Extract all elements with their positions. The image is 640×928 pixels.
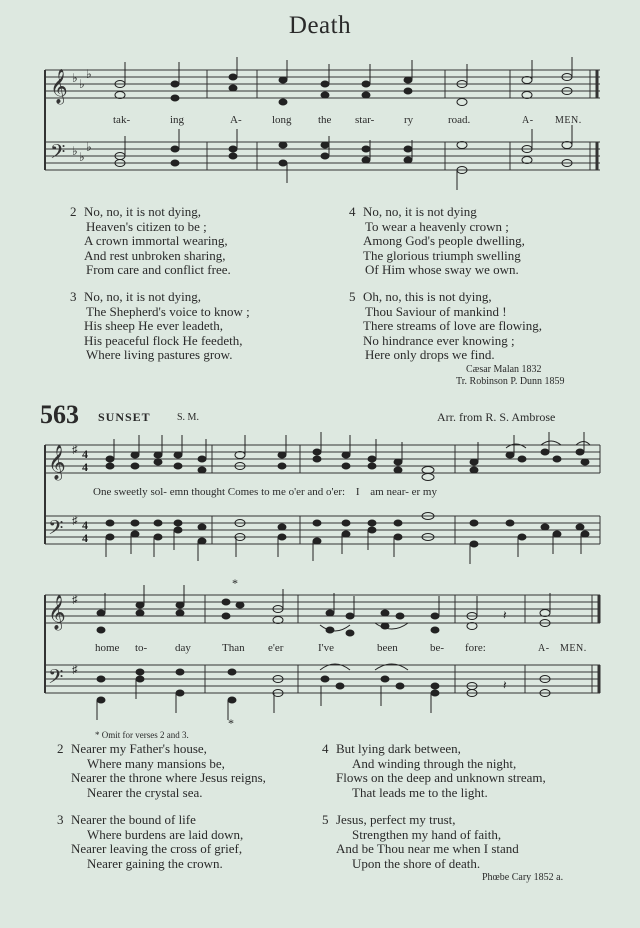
verse-line: To wear a heavenly crown ; — [365, 218, 509, 234]
verse-number: 4 — [349, 204, 356, 219]
hymn2-author: Phœbe Cary 1852 a. — [482, 872, 564, 883]
svg-text:♭: ♭ — [79, 150, 85, 164]
verse-line: Where many mansions be, — [87, 755, 225, 771]
verse-line: Here only drops we find. — [365, 347, 495, 363]
svg-text:*: * — [228, 716, 234, 725]
hymn2-system1-svg — [0, 430, 640, 570]
verse-line: A crown immortal wearing, — [84, 233, 228, 249]
verse-line: But lying dark between, — [336, 741, 461, 756]
lyric-syllable: MEN. — [560, 643, 587, 654]
hymn1-translator: Tr. Robinson P. Dunn 1859 — [456, 376, 565, 387]
svg-text:4: 4 — [82, 518, 88, 532]
lyric-syllable: e'er — [268, 642, 284, 654]
lyric-syllable: home — [95, 642, 120, 654]
lyric-syllable: day — [175, 642, 191, 654]
lyric-syllable: to — [261, 486, 270, 498]
lyric-syllable: Than — [222, 642, 245, 654]
verse-line: His sheep He ever leadeth, — [84, 318, 223, 334]
svg-text:𝄞: 𝄞 — [48, 596, 66, 629]
verse-line: Nearer the bound of life — [71, 812, 196, 827]
svg-text:♭: ♭ — [72, 144, 78, 158]
lyric-syllable: star- — [355, 114, 375, 126]
verse-line: Flows on the deep and unknown stream, — [336, 770, 546, 786]
lyric-syllable: long — [272, 114, 292, 126]
section-title: Death — [288, 12, 352, 39]
lyric-syllable: ry — [404, 114, 414, 126]
lyric-syllable: my — [422, 486, 437, 498]
verse-number: 2 — [70, 204, 77, 219]
hymn2-verse-2 — [57, 742, 266, 800]
svg-text:♯: ♯ — [72, 515, 78, 527]
lyric-syllable: am — [370, 486, 384, 498]
verse-line: Thou Saviour of mankind ! — [365, 303, 507, 319]
lyric-syllable: near- — [386, 486, 409, 498]
lyric-syllable: me — [272, 486, 286, 498]
svg-text:*: * — [232, 576, 238, 590]
verse-line: Where burdens are laid down, — [87, 826, 244, 842]
verse-line: There streams of love are flowing, — [363, 318, 543, 334]
lyric-syllable: I've — [318, 642, 335, 654]
verse-line: That leads me to the light. — [352, 784, 488, 800]
svg-text:𝄢: 𝄢 — [48, 667, 64, 693]
verse-line: Heaven's citizen to be ; — [86, 218, 207, 234]
verse-line: Oh, no, this is not dying, — [363, 289, 492, 304]
svg-text:𝄞: 𝄞 — [48, 446, 66, 479]
svg-text:4: 4 — [82, 447, 88, 461]
verse-line: His peaceful flock He feedeth, — [84, 332, 243, 348]
lyric-syllable: and — [307, 486, 324, 498]
hymn1-author: Cæsar Malan 1832 — [466, 364, 542, 375]
svg-text:♭: ♭ — [86, 67, 92, 81]
lyric-syllable: tak- — [113, 114, 131, 126]
lyric-syllable: ing — [170, 114, 185, 126]
lyric-syllable: been — [377, 642, 398, 654]
verse-line: Nearer gaining the crown. — [87, 855, 223, 871]
lyric-syllable: road. — [448, 114, 471, 126]
svg-text:♭: ♭ — [72, 71, 78, 85]
lyric-syllable: sweetly — [114, 486, 148, 498]
lyric-syllable: Comes — [227, 486, 259, 498]
lyric-syllable: to- — [135, 642, 148, 654]
lyric-syllable: o'er: — [326, 486, 346, 498]
verse-line: From care and conflict free. — [86, 262, 231, 278]
arranger: Arr. from R. S. Ambrose — [437, 410, 556, 424]
verse-number: 4 — [322, 741, 329, 756]
hymn2-verse-3 — [57, 813, 243, 871]
verse-line: The Shepherd's voice to know ; — [86, 303, 250, 319]
svg-text:♯: ♯ — [72, 594, 78, 606]
verse-number: 5 — [349, 289, 356, 304]
lyric-syllable: fore: — [465, 642, 486, 654]
hymn2-lyrics-line1 — [93, 486, 437, 498]
verse-line: Strengthen my hand of faith, — [352, 826, 502, 842]
lyric-syllable: A- — [538, 643, 550, 654]
hymn2-verse-4 — [322, 742, 546, 800]
svg-text:𝄽: 𝄽 — [503, 678, 507, 692]
svg-text:♯: ♯ — [72, 664, 78, 676]
svg-text:𝄽: 𝄽 — [503, 608, 507, 622]
verse-number: 5 — [322, 812, 329, 827]
verse-line: No hindrance ever knowing ; — [363, 332, 515, 348]
verse-line: Nearer the crystal sea. — [87, 784, 203, 800]
lyric-syllable: One — [93, 486, 112, 498]
verse-line: Where living pastures grow. — [86, 347, 233, 363]
hymn1-music-svg — [0, 0, 640, 200]
verse-line: Nearer my Father's house, — [71, 741, 207, 756]
verse-line: Of Him whose sway we own. — [365, 262, 519, 278]
verse-line: Nearer leaving the cross of grief, — [71, 841, 243, 857]
verse-line: Nearer the throne where Jesus reigns, — [71, 770, 266, 786]
hymn1-verse-5 — [349, 290, 542, 363]
verse-number: 3 — [70, 289, 77, 304]
tune-name: SUNSET — [98, 410, 151, 424]
hymn-number: 563 — [40, 400, 79, 429]
lyric-syllable: emn — [169, 486, 189, 498]
lyric-syllable: sol- — [150, 486, 167, 498]
svg-text:𝄢: 𝄢 — [50, 142, 66, 168]
verse-line: Upon the shore of death. — [352, 855, 481, 871]
hymn1-verse-2 — [70, 205, 231, 278]
verse-line: Jesus, perfect my trust, — [336, 812, 456, 827]
verse-line: And rest unbroken sharing, — [84, 247, 226, 263]
svg-text:♯: ♯ — [72, 444, 78, 456]
hymn1-verse-4 — [349, 205, 525, 278]
verse-line: No, no, it is not dying, — [84, 204, 202, 219]
lyric-syllable: A- — [230, 114, 242, 126]
lyric-syllable: the — [318, 114, 332, 126]
verse-line: And be Thou near me when I stand — [336, 841, 519, 857]
hymn2-verse-5 — [322, 813, 519, 871]
svg-text:𝄞: 𝄞 — [50, 70, 68, 103]
svg-text:4: 4 — [82, 531, 88, 545]
lyric-syllable: MEN. — [555, 115, 582, 126]
verse-number: 3 — [57, 812, 64, 827]
verse-line: No, no, it is not dying, — [84, 289, 202, 304]
verse-line: No, no, it is not dying — [363, 204, 477, 219]
lyric-syllable: A- — [522, 115, 534, 126]
lyric-syllable: thought — [191, 486, 226, 498]
lyric-syllable: be- — [430, 642, 445, 654]
verse-number: 2 — [57, 741, 64, 756]
hymn1-verse-3 — [70, 290, 250, 363]
lyric-syllable: er — [411, 486, 421, 498]
verse-line: And winding through the night, — [352, 755, 517, 771]
svg-text:𝄢: 𝄢 — [48, 518, 64, 544]
meter: S. M. — [177, 412, 199, 423]
verse-line: Among God's people dwelling, — [363, 233, 525, 249]
verse-line: The glorious triumph swelling — [363, 247, 521, 263]
lyric-syllable: o'er — [288, 486, 305, 498]
lyric-syllable: I — [355, 486, 360, 498]
svg-text:4: 4 — [82, 460, 88, 474]
svg-text:♭: ♭ — [86, 140, 92, 154]
svg-text:♭: ♭ — [79, 77, 85, 91]
footnote: * Omit for verses 2 and 3. — [95, 730, 189, 740]
